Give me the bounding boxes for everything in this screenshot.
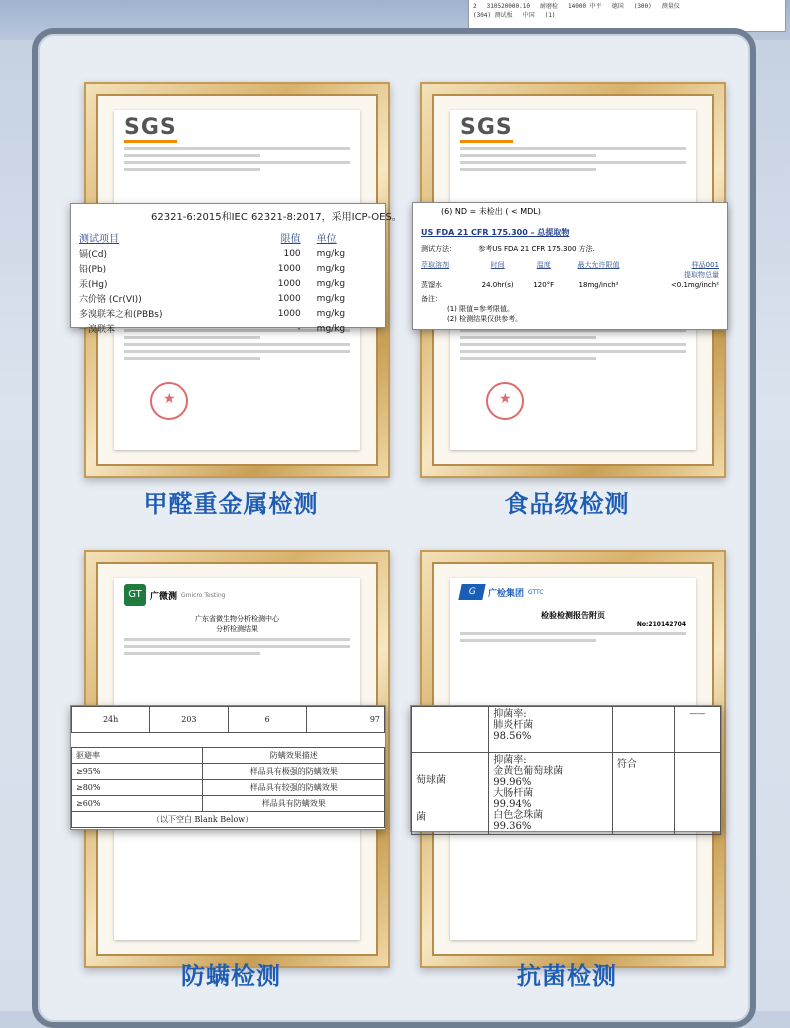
- caption-heavy-metals: 甲醛重金属检测: [143, 490, 319, 518]
- gttc-logo-icon: G: [458, 584, 485, 600]
- food-grade-table: 萃取溶剂 时间 温度 最大允许限值 样品001 提取物总量 蒸馏水 24.0hr(s) 120°F 18mg/inch² <0.1mg/inch²: [421, 261, 719, 289]
- certificate-paper: G 广检集团 GTTC 检验检测报告附页 No:210142704: [450, 578, 696, 940]
- antibacterial-result-table: [411, 706, 721, 835]
- zoom-antibacterial-table: [410, 705, 722, 832]
- sgs-logo: SGS: [460, 116, 513, 143]
- table-row: 蒸馏水 24.0hr(s) 120°F 18mg/inch² <0.1mg/inch²: [421, 281, 719, 289]
- table-row: ≥95% 样品具有极强的防螨效果: [72, 764, 385, 780]
- table-header-row: 驱避率 防螨效果描述: [72, 748, 385, 764]
- table-row: （以下空白 Blank Below）: [72, 812, 385, 828]
- table-header-row: 测试项目 限值 单位: [79, 234, 337, 245]
- certificate-paper: GT 广微测 Gmicro Testing 广东省微生物分析检测中心 分析检测结果: [114, 578, 360, 940]
- table-row: 一溴联苯 - mg/kg: [79, 323, 346, 335]
- caption-anti-mite: 防螨检测: [181, 962, 281, 990]
- certificates-panel: [32, 28, 756, 1028]
- heavy-metals-table: [71, 229, 385, 336]
- official-stamp-icon: [150, 382, 188, 420]
- anti-mite-result-table: [71, 706, 385, 733]
- anti-mite-criteria-table: [71, 747, 385, 828]
- table-row: 六价铬 (Cr(VI)) 1000 mg/kg: [79, 293, 346, 305]
- table-row: 汞(Hg) 1000 mg/kg: [79, 278, 346, 290]
- table-row: ≥80% 样品具有较强的防螨效果: [72, 780, 385, 796]
- table-row: 镉(Cd) 100 mg/kg: [79, 248, 346, 260]
- gmicro-logo-icon: GT: [124, 584, 146, 606]
- zoom-food-grade-table: (6) ND = 未检出 ( < MDL) US FDA 21 CFR 175.300 – 总提取物 测试方法： 参考US FDA 21 CFR 175.300 方法. 萃取溶剂 时间 温度 最大允许限值 样品001 提取物总量 蒸馏水 24.0hr(s) 120°F 18mg/inch² <0.1mg/inch² 备注： (1) 限值=参考限值。 (2) 检测结果仅供参考。: [412, 202, 728, 330]
- table-row: 铅(Pb) 1000 mg/kg: [79, 263, 346, 275]
- caption-antibacterial: 抗菌检测: [517, 962, 617, 990]
- sgs-logo: SGS: [124, 116, 177, 143]
- caption-food-grade: 食品级检测: [504, 490, 630, 518]
- table-row: 多溴联苯之和(PBBs) 1000 mg/kg: [79, 308, 346, 320]
- zoom-anti-mite-table: [70, 705, 386, 830]
- top-doc-row: 2 310520000.10 耐磨检 14000 中平 德国 (300) 测量仪: [473, 3, 680, 10]
- official-stamp-icon: [486, 382, 524, 420]
- table-row: ≥60% 样品具有防螨效果: [72, 796, 385, 812]
- table-row: 抑菌率: 肺炎杆菌 98.56% ——: [412, 707, 721, 753]
- top-doc-row: (304) 测试板 中国 (1): [473, 12, 556, 19]
- table-row: 萄球菌 菌 抑菌率: 金黄色葡萄球菌 99.96% 大肠杆菌 99.94% 白色念珠菌 99.36% 符合: [412, 753, 721, 835]
- table-row: 24h 203 6 97: [72, 707, 385, 733]
- zoom-heavy-metals-table: 62321-6:2015和IEC 62321-8:2017，采用ICP-OES。 测试项目 限值 单位 镉(Cd) 100 mg/kg 铅(Pb) 1000 mg/kg 汞(Hg) 1000 mg/kg 六价铬 (Cr(VI)) 1000 mg/kg 多溴联苯之和(PBBs) 1000 mg/kg 一溴联苯 - mg/kg: [70, 203, 386, 328]
- table-header-row: 萃取溶剂 时间 温度 最大允许限值 样品001: [421, 261, 719, 269]
